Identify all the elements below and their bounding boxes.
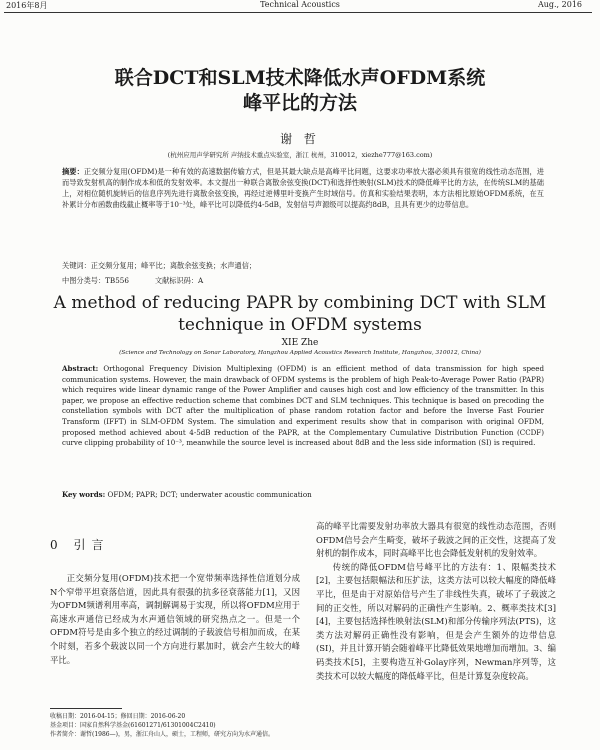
english-abstract-label: Abstract:	[62, 364, 99, 373]
english-title-line-2: technique in OFDM systems	[178, 315, 422, 335]
header-rule	[4, 12, 592, 13]
english-title	[0, 292, 600, 336]
chinese-abstract-text: 正交频分复用(OFDM)是一种有效的高速数据传输方式，但是其最大缺点是高峰平比问题，这要求功率放大器必须具有很宽的线性动态范围，进而导致发射机高的制作成本和低的发射效率。本文提出一种联合离散余弦变换(DCT)和选择性映射(SLM)技术的降低峰平比的方法，在传统SLM的基础上，对相位随机旋转后的信息序列先进行离散余弦变换，再经过逆傅里叶变换产生时域信号。仿真和实验结果表明，本方法相比原始OFDM系统，在互补累计分布函数曲线截止概率等于10⁻³处，峰平比可以降低约4-5dB，发射信号声源级可以提高约8dB，且具有更少的边带信息。	[62, 167, 544, 209]
footnotes	[50, 712, 300, 739]
chinese-affiliation: (杭州应用声学研究所 声纳技术重点实验室，浙江 杭州，310012，xiezhe777@163.com)	[167, 151, 433, 159]
document-code: 文献标识码：A	[154, 276, 204, 285]
english-author: XIE Zhe	[281, 338, 319, 348]
english-keywords-label: Key words:	[62, 490, 106, 499]
footnote-fund: 基金项目：国家自然科学基金(61601271/61301004C2410)	[50, 722, 216, 729]
body-right-column	[316, 520, 556, 683]
header-journal-name: Technical Acoustics	[260, 0, 340, 9]
english-abstract	[62, 364, 544, 449]
header-date: 2016年8月	[6, 1, 48, 10]
chinese-title	[0, 66, 600, 116]
english-title-line-1: A method of reducing PAPR by combining DCT with SLM	[53, 293, 547, 313]
chinese-title-line-2: 峰平比的方法	[242, 92, 357, 114]
chinese-abstract-label: 摘要：	[62, 167, 84, 176]
english-keywords-text: OFDM; PAPR; DCT; underwater acoustic communication	[107, 490, 312, 499]
chinese-author: 谢 哲	[280, 132, 320, 146]
chinese-keywords: 关键词：正交频分复用；峰平比；离散余弦变换；水声通信；	[62, 261, 257, 270]
chinese-title-line-1: 联合DCT和SLM技术降低水声OFDM系统	[114, 67, 486, 89]
chinese-classification	[62, 276, 544, 286]
english-abstract-text: Orthogonal Frequency Division Multiplexing (OFDM) is an efficient method of data transmission for high speed communication systems. However, the main drawback of OFDM systems is the problem of high Peak-to-Average Power Ratio (PAPR) which requires wide linear dynamic range of the Power Amplifier and causes high cost and low efficiency of the transmitter. In this paper, we propose an effective reduction scheme that combines DCT and SLM techniques. This technique is based on precoding the constellation symbols with DCT after the multiplication of phase random rotation factor and before the Inverse Fast Fourier Transform (IFFT) in SLM-OFDM System. The simulation and experiment results show that in comparison with original OFDM, proposed method achieved about 4-5dB reduction of the PAPR, at the Complementary Cumulative Distribution Function (CCDF) curve clipping probability of 10⁻³, meanwhile the source level is increased about 8dB and the less side information (SI) is required.	[62, 364, 544, 448]
footnote-received-date: 收稿日期：2016-04-15；修回日期：2016-06-20	[50, 713, 186, 720]
chinese-abstract	[62, 166, 544, 210]
header-issue-date: Aug., 2016	[537, 0, 582, 9]
english-keywords	[62, 490, 544, 499]
body-left-column: 正交频分复用(OFDM)技术把一个宽带频率选择性信道划分成N个窄带平坦衰落信道，因此具有很强的抗多径衰落能力[1]，又因为OFDM频谱利用率高，调制解调易于实现，所以将OFDM应用于高速水声通信已经成为水声通信领域的研究热点之一。但是一个OFDM符号是由多个独立的经过调制的子载波信号相加而成，在某个时刻，若多个载波以同一个方向进行累加时，就会产生较大的峰平比。	[50, 573, 300, 665]
clc-number: 中图分类号：TB556	[62, 276, 129, 285]
footnote-rule	[50, 708, 122, 709]
footnote-author-bio: 作者简介：谢哲(1986—)，男，浙江舟山人，硕士，工程师，研究方向为水声通信。	[50, 731, 274, 738]
section-heading-introduction: 0 引言	[50, 538, 110, 552]
body-right-paragraph-1: 高的峰平比需要发射功率放大器具有很宽的线性动态范围，否则OFDM信号会产生畸变，破坏子载波之间的正交性，这提高了发射机的制作成本，同时高峰平比也会降低发射机的发射效率。	[316, 521, 556, 559]
english-affiliation: (Science and Technology on Sonar Laboratory, Hangzhou Applied Acoustics Research Institute, Hangzhou, 310012, China)	[119, 350, 481, 356]
body-right-paragraph-2: 传统的降低OFDM信号峰平比的方法有：1、限幅类技术[2]，主要包括限幅法和压扩法，这类方法可以较大幅度的降低峰平比，但是由于对原始信号产生了非线性失真，破坏了子载波之间的正交性，所以对解码的正确性产生影响。2、概率类技术[3][4]，主要包括选择性映射法(SLM)和部分传输序列法(PTS)，这类方法对解码正确性没有影响，但是会产生额外的边带信息(SI)，并且计算开销会随着峰平比降低效果地增加而增加。3、编码类技术[5]，主要构造互补Golay序列，Newman序列等，这类技术可以较大幅度的降低峰平比，但是计算复杂度较高。	[316, 561, 556, 681]
